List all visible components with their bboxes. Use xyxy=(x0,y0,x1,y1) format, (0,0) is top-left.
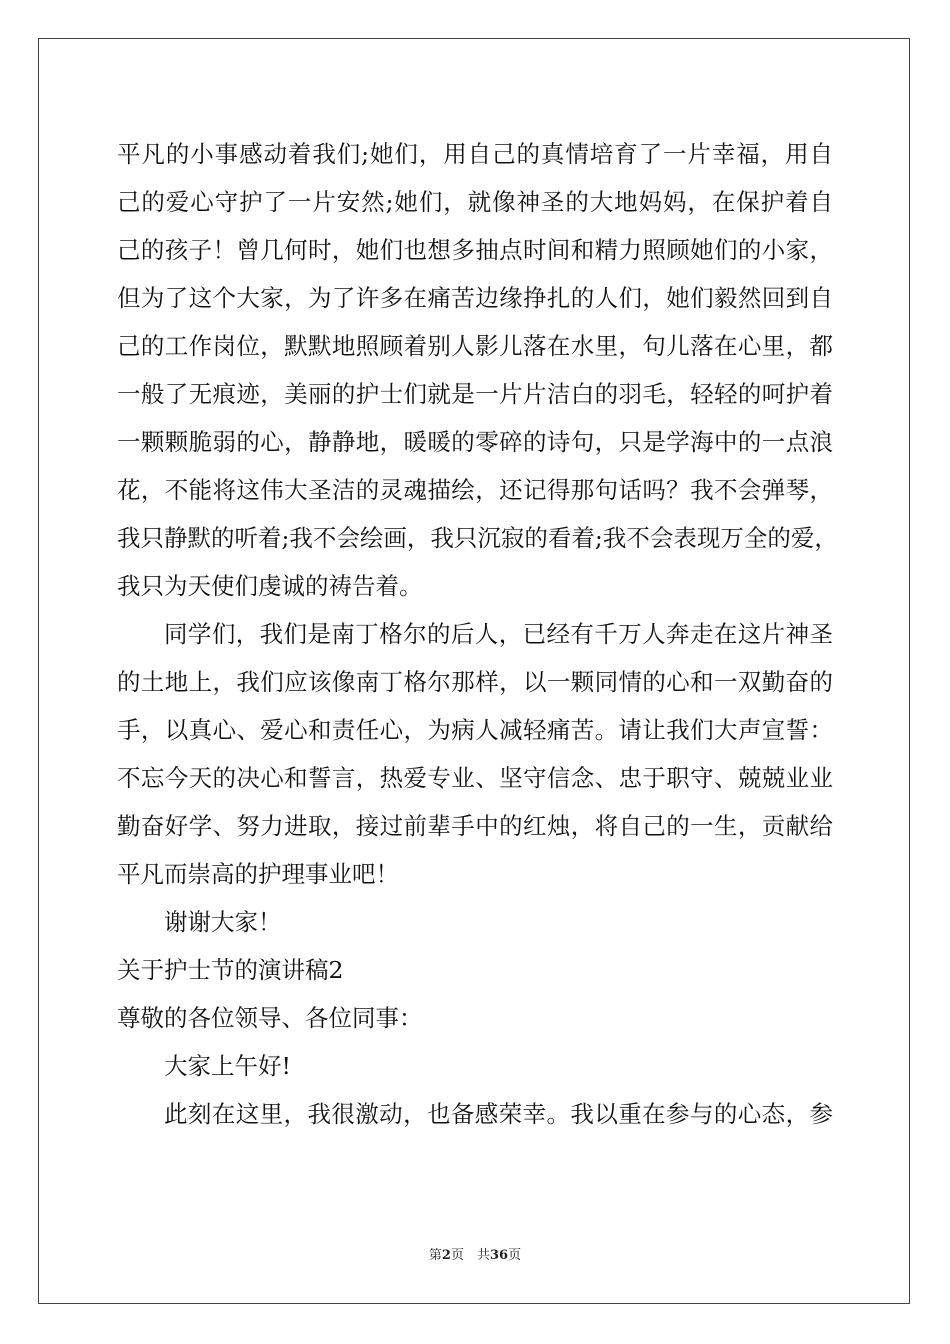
text-line: 我只静默的听着;我不会绘画，我只沉寂的看着;我不会表现万全的爱， xyxy=(117,524,838,552)
closing-line: 谢谢大家！ xyxy=(164,908,282,936)
footer-total-pages: 36 xyxy=(489,1248,509,1263)
text-line: 花，不能将这伟大圣洁的灵魂描绘，还记得那句话吗？我不会弹琴， xyxy=(117,476,833,504)
salutation: 尊敬的各位领导、各位同事： xyxy=(117,1004,423,1032)
section-title: 关于护士节的演讲稿2 xyxy=(117,956,344,984)
footer-suffix: 页 xyxy=(508,1248,522,1263)
text-line: 不忘今天的决心和誓言，热爱专业、坚守信念、忠于职守、兢兢业业 xyxy=(117,764,833,792)
document-body xyxy=(117,130,838,1138)
text-line: 己的爱心守护了一片安然;她们，就像神圣的大地妈妈，在保护着自 xyxy=(117,188,833,216)
text-line: 手，以真心、爱心和责任心，为病人减轻痛苦。请让我们大声宣誓： xyxy=(117,716,833,744)
page-footer xyxy=(0,1247,950,1265)
text-line: 平凡的小事感动着我们;她们，用自己的真情培育了一片幸福，用自 xyxy=(117,140,833,168)
text-line: 一颗颗脆弱的心，静静地，暖暖的零碎的诗句，只是学海中的一点浪 xyxy=(117,428,833,456)
footer-prefix: 第 xyxy=(428,1248,442,1263)
paragraph-start-line: 此刻在这里，我很激动，也备感荣幸。我以重在参与的心态，参 xyxy=(164,1100,833,1128)
greeting: 大家上午好! xyxy=(164,1052,291,1080)
text-line: 一般了无痕迹，美丽的护士们就是一片片洁白的羽毛，轻轻的呵护着 xyxy=(117,380,833,408)
text-line: 己的孩子！曾几何时，她们也想多抽点时间和精力照顾她们的小家， xyxy=(117,236,833,264)
text-line: 己的工作岗位，默默地照顾着别人影儿落在水里，句儿落在心里，都 xyxy=(117,332,833,360)
text-line: 勤奋好学、努力进取，接过前辈手中的红烛，将自己的一生，贡献给 xyxy=(117,812,833,840)
paragraph-start-line: 同学们，我们是南丁格尔的后人，已经有千万人奔走在这片神圣 xyxy=(164,620,833,648)
text-line: 平凡而崇高的护理事业吧！ xyxy=(117,860,399,888)
text-line: 我只为天使们虔诚的祷告着。 xyxy=(117,572,423,600)
text-line: 的土地上，我们应该像南丁格尔那样，以一颗同情的心和一双勤奋的 xyxy=(117,668,833,696)
text-line: 但为了这个大家，为了许多在痛苦边缘挣扎的人们，她们毅然回到自 xyxy=(117,284,833,312)
footer-mid: 页 共 xyxy=(450,1248,490,1263)
footer-page-number: 2 xyxy=(441,1248,451,1263)
